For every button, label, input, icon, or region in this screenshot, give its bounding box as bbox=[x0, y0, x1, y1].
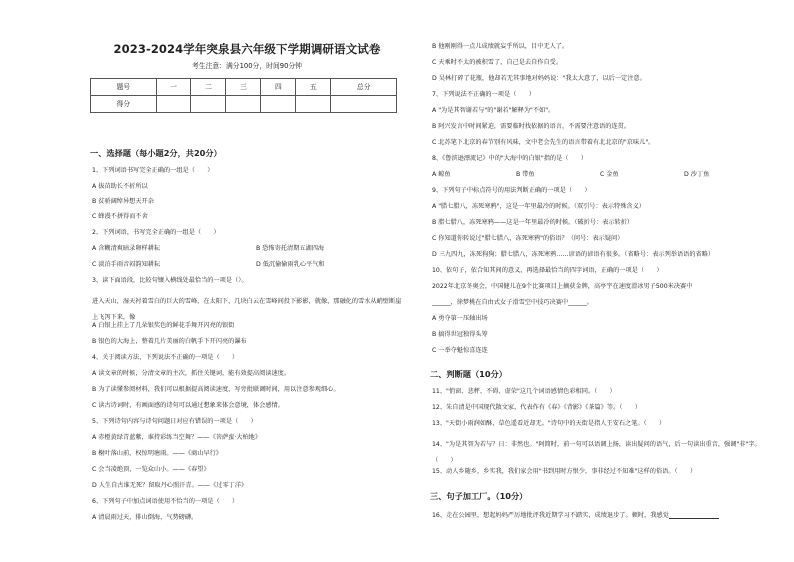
passage-text: 进入天山，湿天衬着雪白的巨大的雪峰，在太阳下，几块白云在雪峰间投下影影，就像，那融化的雪水从峭壁断崖上飞泻下来，像 bbox=[92, 298, 402, 321]
q16-text: 16、走在公园里，想起妈妈严厉地批评我近期学习不踏实，成绩退步了。顿时，我感觉 bbox=[432, 511, 669, 519]
question-text: 10、依句子，依合知其间的意义，再选择最恰当的四字词语，正确的一项是（ ） bbox=[432, 267, 663, 274]
option-text: D 人生自古谁无死？留取丹心照汗青。——《过零丁洋》 bbox=[92, 482, 248, 489]
section-heading: 一、选择题（每小题2分，共20分） bbox=[90, 148, 222, 158]
option-text: A 清晨雨过天，排山倒海，气势磅礴。 bbox=[92, 514, 198, 521]
judge-item: 15、动人乡随乡，乡实我，我们家会用"书到用时方恨少，事非经过不知难"这样的俗语。（ ） bbox=[432, 468, 697, 475]
score-cell[interactable] bbox=[226, 96, 261, 113]
option-text: C 北苏笔下北京的春节别有风味，文中老会先生的语言带着有北北京的"京味儿"。 bbox=[432, 139, 655, 146]
option-text: B 搞得世冠独得头筹 bbox=[432, 331, 488, 338]
option-text: A 含糊清爽暗录卵样耕耘 bbox=[92, 245, 161, 252]
option-text: A 鲸鱼 bbox=[432, 171, 451, 178]
passage-text: 2022年北京冬奥会，中国健儿在9个比赛项目上摘获金牌，高亭宇在速度滑冰男子500米决赛中 bbox=[432, 283, 693, 290]
right-column bbox=[428, 0, 768, 562]
option-text: A 拔苗助长不折所以 bbox=[92, 183, 148, 190]
option-text: A 白银上挂上了几朵银奖色的鲜花手舞开闪亮的银街 bbox=[92, 322, 235, 329]
option-text: B 为了读懂参阅材料，我们可以根据提高阅读速度，写旁批联调时间，用以注意参观细心。 bbox=[92, 386, 340, 393]
option-text: C 一举夺魁惊喜连连 bbox=[432, 347, 488, 354]
option-text: D 沙丁鱼 bbox=[684, 171, 710, 178]
score-cell[interactable] bbox=[191, 96, 226, 113]
option-text: C 淡泊手雨音闷韵知耕耘 bbox=[92, 261, 161, 268]
score-table-score-row bbox=[91, 96, 397, 113]
score-header-cell: 四 bbox=[261, 79, 296, 96]
section-heading: 二、判断题（10分） bbox=[430, 369, 507, 379]
option-text: C 蜂漫不拼得而不舍 bbox=[92, 213, 148, 220]
option-text: B 榭叶落山前，权惊明塘雨。——《商山早行》 bbox=[92, 450, 222, 457]
option-text: D 三九四九，冻死狗狗；腊七腊八，冻死寒鸦……谚语的谚语有很多。（省略号：表示列举语语的省略） bbox=[432, 251, 715, 258]
option-text: B 恐怖寄托清期五湖四海 bbox=[256, 245, 325, 252]
question-text: 8、《鲁滨逊漂流记》中的"大海中的白银"指的是（ ） bbox=[432, 155, 588, 162]
score-cell[interactable] bbox=[261, 96, 296, 113]
option-text: A "为是其智谢若与"的"谢若"解释为"不如"。 bbox=[432, 107, 555, 114]
score-header-cell: 题号 bbox=[91, 79, 157, 96]
judge-item: 12、朱自清是中国现代散文家，代表作有《春》《背影》《茶篇》等。（ ） bbox=[432, 404, 641, 411]
option-text: D 低沉偷偷雨乳心平气和 bbox=[256, 261, 325, 268]
option-text: B 带鱼 bbox=[516, 171, 535, 178]
question-text: 6、下列句子中加点词语使用不恰当的一项是（ ） bbox=[92, 498, 239, 505]
option-text: C 天乘时不太的被积雪了，自己是去自作自受。 bbox=[432, 59, 563, 66]
option-text: B 银色的大海上，整着几片美丽的白帆手下开闪亮的瀑布 bbox=[92, 338, 247, 345]
question-text: 4、关于阅读方法，下列说法不正确的一项是（ ） bbox=[92, 354, 239, 361]
answer-blank[interactable] bbox=[669, 512, 719, 519]
score-cell[interactable] bbox=[156, 96, 191, 113]
option-text: A 赤橙黄绿青蓝紫，谁持彩练当空舞？——《菩萨蛮·大柏地》 bbox=[92, 434, 262, 441]
option-text: C 你知道你转说过"腊七腊八，冻死寒鸦"的俗语？（问号：表示疑问） bbox=[432, 235, 624, 242]
exam-title: 2023-2024学年突泉县六年级下学期调研语文试卷 bbox=[113, 42, 381, 56]
score-header-cell: 五 bbox=[296, 79, 331, 96]
judge-item: 11、"悄窗、悲秤、不碍、虚荣"这几个词语感情色彩相同。（ ） bbox=[432, 388, 616, 395]
question-text: 1、下列词语书写完全正确的一组是（ ） bbox=[92, 167, 214, 174]
option-text: C 会当凌绝顶，一览众山小。——《春望》 bbox=[92, 466, 210, 473]
option-text: D 吴林打碎了花瓶，他却若无其事地对妈妈说："我太大意了，以后一定注意。 bbox=[432, 75, 646, 82]
question-text: 7、下列说法不正确的一项是（ ） bbox=[432, 91, 535, 98]
left-column bbox=[88, 0, 406, 562]
score-header-cell: 二 bbox=[191, 79, 226, 96]
question-text: 3、读下面语段，比较句镶入横线处最恰当的一项是（）。 bbox=[92, 277, 248, 284]
score-cell[interactable] bbox=[331, 96, 397, 113]
question-text: 9、下列句子中标点符号的用法判断正确的一项是（ ） bbox=[432, 187, 591, 194]
score-cell[interactable] bbox=[296, 96, 331, 113]
option-text: B 贫骄阔绰异想天开杂 bbox=[92, 198, 154, 205]
score-table-header-row bbox=[91, 79, 397, 96]
option-text: A 勇夺第一压轴出场 bbox=[432, 315, 488, 322]
judge-item: 13、"天街小雨润如酥，草色遥看近却无。"诗句中的天街是指人王安石之笔。（ ） bbox=[432, 420, 666, 427]
judge-item: 14、"为是其智为若与？日：非然也。"阿简时，前一句可以语调上扬，读出疑问的语气，后一句读出重音，强调"非"字。（ ） bbox=[432, 441, 761, 464]
section-heading: 三、句子加工厂。（10分） bbox=[430, 491, 528, 501]
exam-subtitle: 考生注意：满分100分，时间90分钟 bbox=[192, 62, 302, 70]
score-header-cell: 一 bbox=[156, 79, 191, 96]
score-table bbox=[90, 78, 397, 113]
option-text: C 读古诗词时，有画面感的诗句可以通过想象来体会意境，体会感情。 bbox=[92, 402, 284, 409]
option-text: A 读文章的时候，分清文章的主次，抓住关键词，能有效提高阅读速度。 bbox=[92, 370, 291, 377]
question-text: 2、下列词语，书写完全正确的一组是（ ） bbox=[92, 229, 220, 236]
option-text: C 金鱼 bbox=[600, 171, 619, 178]
option-text: B 阿兴发言中时间紧迫，需要临时找依据的语言，不需要注意语的连贯。 bbox=[432, 123, 631, 130]
score-header-cell: 三 bbox=[226, 79, 261, 96]
option-text: A "腊七腊八，冻死寒鸦"，这是一年里最冷的时候。（双引号：表示特殊含义） bbox=[432, 203, 645, 210]
passage-text: ______，徐梦桃在自由式女子滑雪空中技巧决赛中______。 bbox=[432, 299, 593, 306]
question-text: 5、下列诗句内容与诗句问题日对应有错误的一项是（ ） bbox=[92, 418, 257, 425]
option-text: B 腊七腊八，冻死寒鸦——这是一年里最冷的时候。（破折号：表示转折） bbox=[432, 219, 634, 226]
score-header-cell: 总分 bbox=[331, 79, 397, 96]
question-text bbox=[432, 512, 768, 519]
score-row-label: 得分 bbox=[91, 96, 157, 113]
option-text: B 他刚刚得一点儿成绩就妄乎所以，目中无人了。 bbox=[432, 43, 569, 50]
